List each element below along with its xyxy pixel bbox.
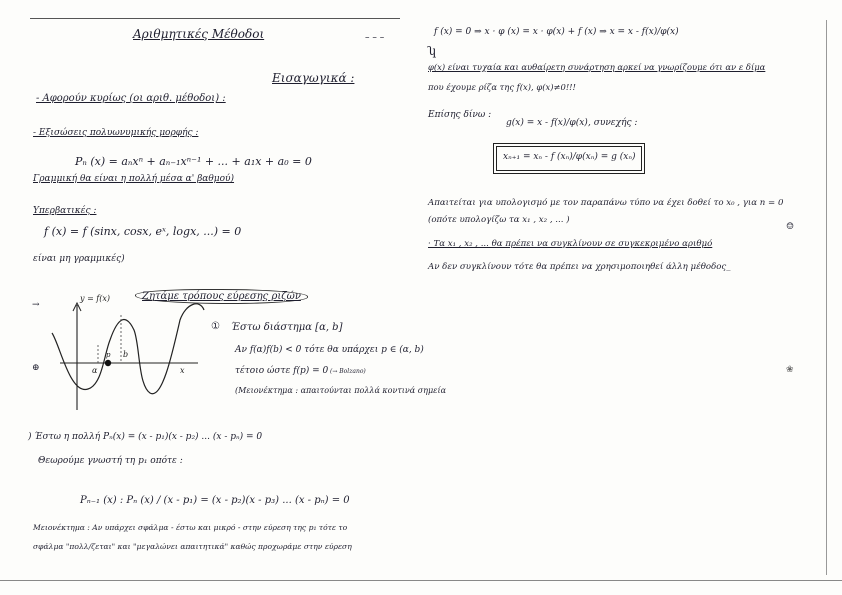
right-edge-rule [826,20,827,575]
intro-heading: Εισαγωγικά : [272,71,355,85]
root-methods-heading: Ζητάμε τρόπους εύρεσης ριζών [135,289,308,304]
convergence-note [428,239,712,249]
iteration-formula: xₙ₊₁ = xₙ - f (xₙ)/φ(xₙ) = g (xₙ) [503,152,636,162]
poly-equation: Pₙ (x) = aₙxⁿ + aₙ₋₁xⁿ⁻¹ + ... + a₁x + a₀ = 0 [75,155,312,168]
graph-b-label: b [123,350,129,359]
bolzano-conclusion: τέτοιο ώστε f(p) = 0 [235,366,329,376]
linear-note-text: Γραμμική θα είναι η πολλή μέσα α' βαθμού) [33,174,235,184]
initial-note-2: (οπότε υπολογίζω τα x₁ , x₂ , ... ) [428,215,570,225]
g-definition: g(x) = x - f(x)/φ(x) [506,118,588,128]
deflation-disadvantage-1: Μειονέκτημα : Αν υπάρχει σφάλμα - έστω και μικρό - στην εύρεση της p₁ τότε το [33,523,348,532]
transcendental-equation: f (x) = f (sinx, cosx, eˣ, logx, ...) = 0 [44,225,242,238]
deflation-disadvantage-2: σφάλμα "πολλ/ζεται" και "μεγαλώνει απαιτητικά" καθώς προχωράμε στην εύρεση [33,542,352,551]
transcendental-label: Υπερβατικές : [33,206,97,216]
page-title: Αριθμητικές Μέθοδοι [133,27,265,41]
root-point [105,360,111,366]
bisection-disadvantage: (Μειονέκτημα : απαιτούνται πολλά κοντινά σημεία [235,386,446,395]
linear-note [33,174,234,184]
bolzano-note: (→ Bolzano) [330,368,366,375]
top-rule [30,18,400,19]
curve [52,304,204,394]
deflation-eq: Pₙ₋₁ (x) : Pₙ (x) / (x - p₁) = (x - p₂)(x - p₃) ... (x - pₙ) = 0 [80,495,350,506]
poly-eq-label: - Εξισώσεις πολυωνυμικής μορφής : [33,128,199,138]
graph-alpha-label: α [92,366,98,375]
bolzano-condition: Αν f(α)f(b) < 0 τότε θα υπάρχει p ∈ (α, b) [235,345,424,355]
function-graph [30,285,205,415]
initial-note: Απαιτείται για υπολογισμό με τον παραπάνω τύπο να έχει δοθεί το x₀ , για n = 0 [428,198,784,208]
bottom-rule [0,580,842,581]
graph-y-label: y = f(x) [80,294,111,303]
scribble-mark: ⊕ [32,363,40,373]
concern-line: - Αφορούν κυρίως (οι αριθ. μέθοδοι) : [36,93,226,104]
known-root: Θεωρούμε γνωστή τη p₁ οπότε : [38,456,183,466]
dash-mark: – – – [365,33,385,43]
phi-note: φ(x) είναι τυχαία και αυθαίρετη συνάρτηση αρκεί να γνωρίζουμε ότι αν ε δίμα [428,62,766,72]
phi-note-2: που έχουμε ρίζα της f(x), φ(x)≠0!!! [428,82,576,92]
graph-p-label: p [106,351,111,359]
step-number: ① [211,321,220,332]
non-convergence-note: Αν δεν συγκλίνουν τότε θα πρέπει να χρησιμοποιηθεί άλλη μέθοδος_ [428,262,731,272]
smiley-mark: ☺ [786,222,795,232]
interval-text: Έστω διάστημα [α, b] [231,322,343,333]
poly-product: ) Έστω η πολλή Pₙ(x) = (x - p₁)(x - p₂) ... (x - pₙ) = 0 [28,432,263,442]
graph-x-label: x [180,366,185,375]
convergence-text: · Τα x₁ , x₂ , ... θα πρέπει να συγκλίνουν σε συγκεκριμένο αριθμό [428,239,713,249]
fixed-point-derivation: f (x) = 0 ⇒ x · φ (x) = x · φ(x) + f (x) ⇒ x = x - f(x)/φ(x) [434,27,679,37]
margin-hook: ʮ [427,44,437,58]
nonlinear-note: είναι μη γραμμικές) [33,254,125,264]
continuous-label: , συνεχής : [588,118,638,128]
also-label: Επίσης δίνω : [428,110,492,120]
margin-stamp: ❀ [786,365,794,375]
arrow-mark: → [32,300,40,310]
